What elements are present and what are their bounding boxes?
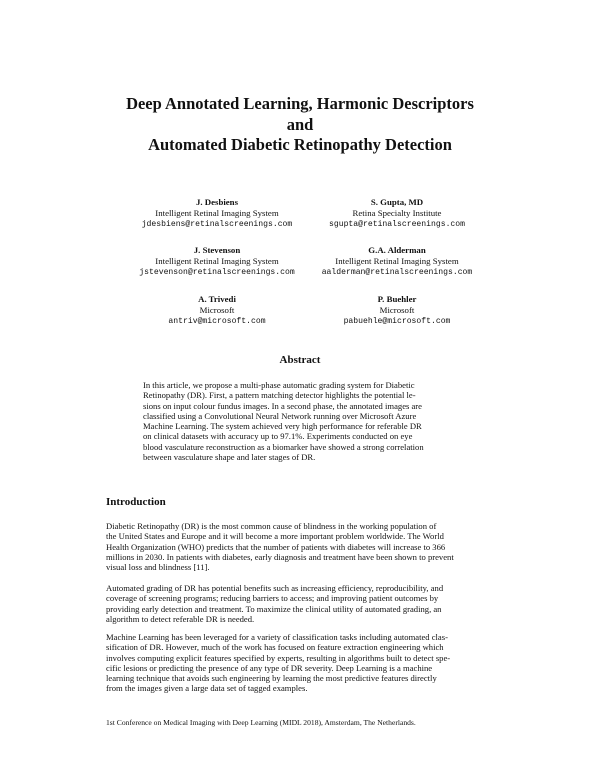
author-block <box>277 294 517 327</box>
author-email: jstevenson@retinalscreenings.com <box>139 268 295 277</box>
author-affiliation: Intelligent Retinal Imaging System <box>155 208 279 218</box>
abstract-line: classified using a Convolutional Neural Network running over Microsoft Azure <box>143 410 417 421</box>
author-name: P. Buehler <box>377 294 417 304</box>
paragraph-line: algorithm to detect referable DR is needed. <box>106 613 255 624</box>
abstract-line: blood vasculature reconstruction as a biomarker have showed a strong correlation <box>143 441 424 452</box>
author-email: pabuehle@microsoft.com <box>343 317 451 326</box>
author-affiliation: Microsoft <box>379 305 415 315</box>
paragraph-line: coverage of screening programs; reducing barriers to access; and improving patient outcomes by <box>106 593 439 604</box>
intro-paragraph <box>106 583 498 624</box>
paragraph-line: cific lesions or predicting the presence of any type of DR severity. Deep Learning is a machine <box>106 662 433 673</box>
abstract-line: Retinopathy (DR). First, a pattern matching detector highlights the potential le- <box>143 390 416 401</box>
paragraph-line: Automated grading of DR has potential benefits such as increasing efficiency, reproducibility, and <box>106 583 444 593</box>
author-block <box>277 245 517 278</box>
paragraph-line: learning technique that avoids such engineering by learning the most predictive features directly <box>106 673 437 684</box>
title-line: Automated Diabetic Retinopathy Detection <box>148 135 452 154</box>
author-name: A. Trivedi <box>198 294 236 304</box>
author-name: J. Desbiens <box>195 197 239 207</box>
author-affiliation: Intelligent Retinal Imaging System <box>335 256 459 266</box>
author-email: aalderman@retinalscreenings.com <box>321 268 473 277</box>
author-name: G.A. Alderman <box>368 245 426 255</box>
abstract-line: on clinical datasets with accuracy up to 97.1%. Experiments conducted on eye <box>143 431 413 442</box>
author-block <box>277 197 517 230</box>
paragraph-line: Health Organization (WHO) predicts that the number of patients with diabetes will increase to 366 <box>106 541 446 552</box>
author-name: J. Stevenson <box>193 245 241 255</box>
author-affiliation: Microsoft <box>199 305 235 315</box>
section-heading-introduction: Introduction <box>106 496 166 508</box>
paragraph-line: visual loss and blindness [11]. <box>106 562 210 573</box>
abstract-heading: Abstract <box>279 354 321 366</box>
paragraph-line: involves computing explicit features specified by experts, resulting in algorithms built to detect spe- <box>106 652 451 663</box>
author-email: jdesbiens@retinalscreenings.com <box>141 220 293 229</box>
abstract-line: In this article, we propose a multi-phase automatic grading system for Diabetic <box>143 380 415 390</box>
author-email: sgupta@retinalscreenings.com <box>329 220 465 229</box>
paragraph-line: the United States and Europe and it will become a more important problem worldwide. The World <box>106 531 444 542</box>
abstract-line: Machine Learning. The system achieved very high performance for referable DR <box>143 421 422 432</box>
paper-title <box>60 94 540 156</box>
abstract-line: between vasculature shape and later stages of DR. <box>143 452 316 463</box>
author-email: antriv@microsoft.com <box>168 317 266 326</box>
conference-footnote: 1st Conference on Medical Imaging with Deep Learning (MIDL 2018), Amsterdam, The Netherlands. <box>106 718 416 727</box>
intro-paragraph <box>106 632 498 694</box>
intro-paragraph <box>106 521 498 572</box>
paragraph-line: millions in 2030. In patients with diabetes, early diagnosis and treatment have been shown to prevent <box>106 551 454 562</box>
paragraph-line: Machine Learning has been leveraged for a variety of classification tasks including automated clas- <box>106 632 448 642</box>
abstract-line: sions on input colour fundus images. In a second phase, the annotated images are <box>143 400 422 411</box>
paragraph-line: from the images given a large data set of tagged examples. <box>106 683 308 694</box>
author-affiliation: Intelligent Retinal Imaging System <box>155 256 279 266</box>
author-name: S. Gupta, MD <box>370 197 424 207</box>
paragraph-line: Diabetic Retinopathy (DR) is the most common cause of blindness in the working population of <box>106 521 437 531</box>
paragraph-line: providing early detection and treatment. To maximize the clinical utility of automated grading, an <box>106 603 442 614</box>
title-line: Deep Annotated Learning, Harmonic Descriptors <box>126 94 474 113</box>
title-line: and <box>286 114 314 134</box>
author-affiliation: Retina Specialty Institute <box>352 208 442 218</box>
paragraph-line: sification of DR. However, much of the work has focused on feature extraction engineering which <box>106 642 444 653</box>
abstract-body <box>143 380 462 462</box>
